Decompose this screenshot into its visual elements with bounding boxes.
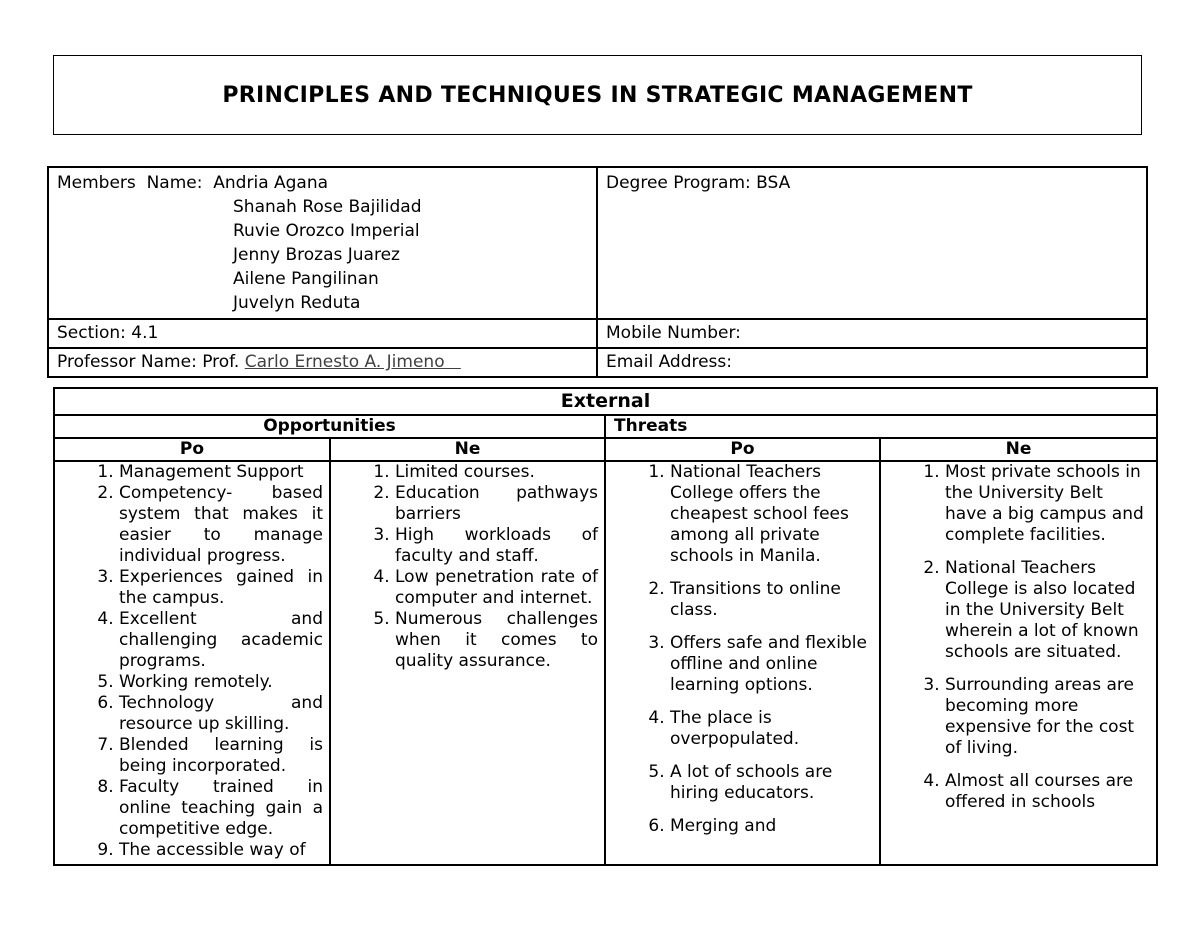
opportunities-ne-cell	[330, 461, 605, 865]
list-item: 2. Competency- based system that makes it easier to manage individual progress.	[119, 483, 323, 567]
list-item: 9. The accessible way of	[119, 840, 323, 861]
members-cell	[48, 167, 597, 319]
opportunities-ne-header: Ne	[330, 438, 605, 461]
opportunities-po-list	[55, 462, 329, 861]
threats-po-list	[606, 462, 879, 837]
list-item: 3. Experiences gained in the campus.	[119, 567, 323, 609]
list-item: 1. National Teachers College offers the cheapest school fees among all private schools in Manila.	[670, 462, 873, 567]
member-name: Andria Agana	[213, 173, 329, 193]
list-item: 5. Numerous challenges when it comes to quality assurance.	[395, 609, 598, 672]
professor-name: Carlo Ernesto A. Jimeno	[244, 352, 445, 372]
list-item: 1. Management Support	[119, 462, 323, 483]
member-name: Shanah Rose Bajilidad	[233, 197, 422, 217]
list-item: 6. Technology and resource up skilling.	[119, 693, 323, 735]
list-item: 2. National Teachers College is also located in the University Belt wherein a lot of known schools are situated.	[945, 558, 1150, 663]
list-item: 3. Offers safe and flexible offline and online learning options.	[670, 633, 873, 696]
threats-header: Threats	[605, 415, 1157, 438]
list-item: 3. High workloads of faculty and staff.	[395, 525, 598, 567]
external-header: External	[54, 388, 1157, 415]
list-item: 4. Excellent and challenging academic programs.	[119, 609, 323, 672]
list-item: 5. A lot of schools are hiring educators.	[670, 762, 873, 804]
member-name: Ailene Pangilinan	[233, 269, 379, 289]
threats-ne-list	[881, 462, 1156, 813]
title-box	[53, 55, 1142, 135]
list-item: 8. Faculty trained in online teaching gain a competitive edge.	[119, 777, 323, 840]
list-item: 4. Low penetration rate of computer and internet.	[395, 567, 598, 609]
members-label: Members Name:	[57, 173, 214, 193]
degree-program-cell: Degree Program: BSA	[597, 167, 1147, 319]
professor-cell	[48, 348, 597, 377]
list-item: 2. Education pathways barriers	[395, 483, 598, 525]
document-title: PRINCIPLES AND TECHNIQUES IN STRATEGIC MANAGEMENT	[222, 82, 973, 108]
opportunities-po-cell	[54, 461, 330, 865]
threats-ne-cell	[880, 461, 1157, 865]
swot-external-table	[53, 387, 1158, 866]
email-address-cell: Email Address:	[597, 348, 1147, 377]
opportunities-header: Opportunities	[54, 415, 605, 438]
threats-po-cell	[605, 461, 880, 865]
list-item: 6. Merging and	[670, 816, 873, 837]
list-item: 1. Limited courses.	[395, 462, 598, 483]
members-list	[57, 195, 588, 315]
member-name: Juvelyn Reduta	[233, 293, 361, 313]
professor-label: Professor Name: Prof.	[57, 352, 245, 372]
list-item: 1. Most private schools in the University Belt have a big campus and complete facilities.	[945, 462, 1150, 546]
list-item: 4. Almost all courses are offered in schools	[945, 771, 1150, 813]
member-name: Jenny Brozas Juarez	[233, 245, 400, 265]
member-info-table	[47, 166, 1148, 378]
list-item: 5. Working remotely.	[119, 672, 323, 693]
mobile-number-cell: Mobile Number:	[597, 319, 1147, 348]
list-item: 3. Surrounding areas are becoming more expensive for the cost of living.	[945, 675, 1150, 759]
list-item: 2. Transitions to online class.	[670, 579, 873, 621]
member-name: Ruvie Orozco Imperial	[233, 221, 420, 241]
opportunities-po-header: Po	[54, 438, 330, 461]
list-item: 7. Blended learning is being incorporated.	[119, 735, 323, 777]
opportunities-ne-list	[331, 462, 604, 672]
section-cell: Section: 4.1	[48, 319, 597, 348]
threats-po-header: Po	[605, 438, 880, 461]
threats-ne-header: Ne	[880, 438, 1157, 461]
list-item: 4. The place is overpopulated.	[670, 708, 873, 750]
